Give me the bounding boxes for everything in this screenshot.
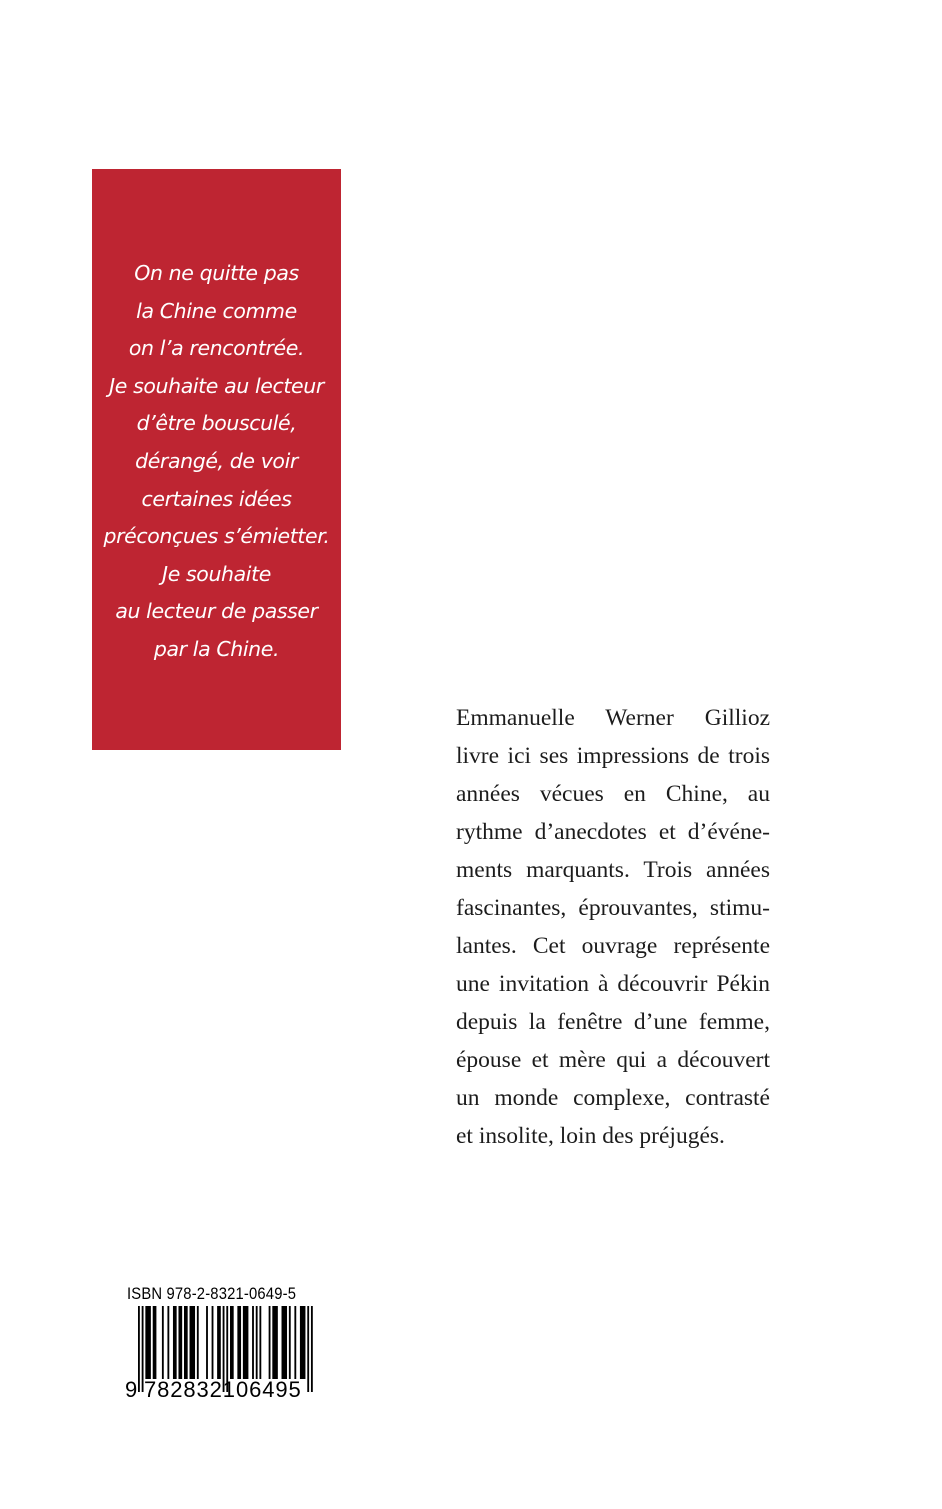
barcode-bar — [173, 1306, 177, 1379]
description-line: épouse et mère qui a découvert — [456, 1047, 770, 1073]
barcode-bar — [294, 1306, 296, 1379]
quote-line: dérangé, de voir — [135, 448, 298, 473]
barcode-bar — [269, 1306, 271, 1379]
quote-line: Je souhaite — [162, 561, 271, 586]
barcode-bar — [153, 1306, 157, 1379]
barcode-bar — [212, 1306, 214, 1379]
description-line: un monde complexe, contrasté — [456, 1085, 770, 1111]
ean-first-digit: 9 — [125, 1377, 138, 1402]
barcode-bar — [272, 1306, 278, 1379]
description-line: une invitation à découvrir Pékin — [456, 971, 770, 997]
quote-line: d’être bousculé, — [136, 411, 297, 436]
book-description — [456, 699, 770, 1155]
quote-line: certaines idées — [141, 486, 292, 511]
isbn-label: ISBN 978-2-8321-0649-5 — [127, 1284, 297, 1303]
quote-line: préconçues s’émietter. — [103, 524, 330, 549]
description-line: fascinantes, éprouvantes, stimu- — [456, 895, 770, 921]
quote-line: au lecteur de passer — [115, 599, 318, 624]
quote-line: On ne quitte pas — [134, 261, 299, 285]
barcode-bar — [289, 1306, 291, 1379]
barcode-bar — [259, 1306, 261, 1379]
quote-line: on l’a rencontrée. — [128, 336, 305, 361]
description-line: lantes. Cet ouvrage représente — [456, 933, 770, 959]
barcode-bar — [190, 1306, 196, 1379]
barcode-bar — [178, 1306, 182, 1379]
barcode-bar — [184, 1306, 188, 1379]
barcode-bar — [162, 1306, 164, 1379]
isbn-barcode-block — [126, 1284, 316, 1406]
barcode-bar — [145, 1306, 151, 1379]
description-line: livre ici ses impressions de trois — [456, 743, 770, 769]
barcode-bar — [197, 1306, 199, 1379]
barcode-bar — [243, 1306, 249, 1379]
barcode-bar — [252, 1306, 254, 1379]
quote-box — [92, 169, 341, 750]
barcode-bar — [282, 1306, 288, 1379]
ean-digits: 782832106495 — [144, 1377, 302, 1402]
barcode-bar — [138, 1306, 140, 1392]
quote-line: la Chine comme — [136, 298, 297, 323]
barcode-bar — [217, 1306, 221, 1379]
description-line: Emmanuelle Werner Gillioz — [456, 705, 770, 731]
description-line: rythme d’anecdotes et d’événe- — [456, 819, 770, 845]
barcode-bar — [300, 1306, 306, 1379]
barcode-bar — [206, 1306, 208, 1379]
description-line: ments marquants. Trois années — [456, 857, 770, 883]
description-line: années vécues en Chine, au — [456, 781, 770, 807]
barcode-bar — [237, 1306, 241, 1379]
description-line: et insolite, loin des préjugés. — [456, 1123, 725, 1149]
barcode-bar — [230, 1306, 234, 1379]
quote-line: Je souhaite au lecteur — [109, 373, 324, 398]
barcode-bar — [256, 1306, 258, 1379]
quote-line: par la Chine. — [153, 636, 280, 661]
description-line: depuis la fenêtre d’une femme, — [456, 1009, 770, 1035]
barcode-bar — [167, 1306, 169, 1379]
